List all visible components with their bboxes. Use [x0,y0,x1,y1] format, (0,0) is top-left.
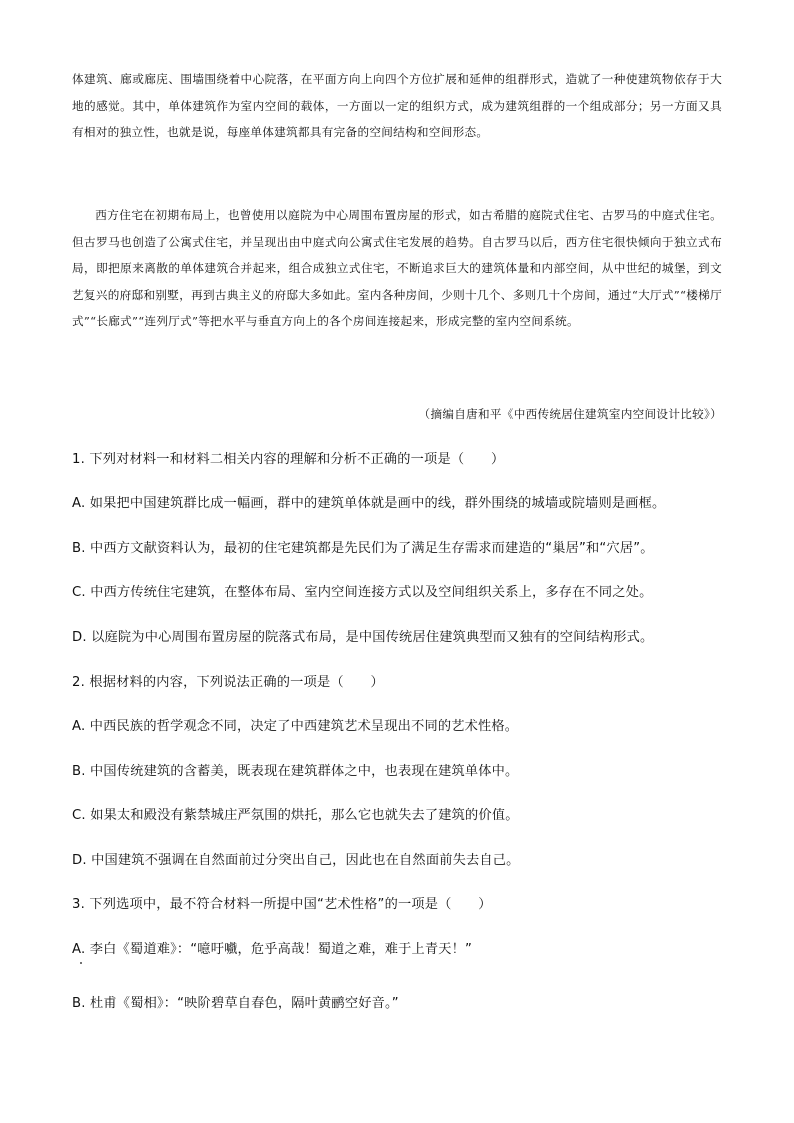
question-1-option-c: C. 中西方传统住宅建筑，在整体布局、室内空间连接方式以及空间组织关系上，多存在不同之处。 [72,585,653,600]
question-2-stem: 2. 根据材料的内容，下列说法正确的一项是（ ） [72,675,384,690]
passage-source: （摘编自唐和平《中西传统居住建筑室内空间设计比较》） [418,407,722,421]
question-2-option-d: D. 中国建筑不强调在自然面前过分突出自己，因此也在自然面前失去自己。 [72,853,520,868]
question-3-option-b: B. 杜甫《蜀相》：“映阶碧草自春色，隔叶黄鹂空好音。” [72,996,399,1011]
question-3-option-a: A. 李白《蜀道难》：“噫吁嚱，危乎高哉！蜀道之难，难于上青天！” [72,942,473,957]
question-1-stem: 1. 下列对材料一和材料二相关内容的理解和分析不正确的一项是（ ） [72,452,505,467]
question-2-option-c: C. 如果太和殿没有紫禁城庄严氛围的烘托，那么它也就失去了建筑的价值。 [72,808,519,823]
question-1-option-d: D. 以庭院为中心周围布置房屋的院落式布局，是中国传统居住建筑典型而又独有的空间结构形式。 [72,630,654,645]
question-1-option-b: B. 中西方文献资料认为，最初的住宅建筑都是先民们为了满足生存需求而建造的“巢居”和“穴居”。 [72,541,654,556]
question-2-option-b: B. 中国传统建筑的含蓄美，既表现在建筑群体之中，也表现在建筑单体中。 [72,764,519,779]
question-2-option-a: A. 中西民族的哲学观念不同，决定了中西建筑艺术呈现出不同的艺术性格。 [72,719,519,734]
question-1-option-a: A. 如果把中国建筑群比成一幅画，群中的建筑单体就是画中的线，群外围绕的城墙或院墙则是画框。 [72,496,666,511]
passage-paragraph-2: 西方住宅在初期布局上，也曾使用以庭院为中心周围布置房屋的形式，如古希腊的庭院式住宅、古罗马的中庭式住宅。但古罗马也创造了公寓式住宅，并呈现出由中庭式向公寓式住宅发展的趋势。自古罗马以后，西方住宅很快倾向于独立式布局，即把原来离散的单体建筑合并起来，组合成独立式住宅，不断追求巨大的建筑体量和内部空间，从中世纪的城堡，到文艺复兴的府邸和别墅，再到古典主义的府邸大多如此。室内各种房间，少则十几个、多则几十个房间，通过“大厅式”“楼梯厅式”“长廊式”“连列厅式”等把水平与垂直方向上的各个房间连接起来，形成完整的室内空间系统。 [72,208,722,328]
stray-dot-mark [80,962,82,964]
passage-paragraph-1: 体建筑、廊或廊庑、围墙围绕着中心院落，在平面方向上向四个方位扩展和延伸的组群形式，造就了一种使建筑物依存于大地的感觉。其中，单体建筑作为室内空间的载体，一方面以一定的组织方式，成为建筑组群的一个组成部分；另一方面又具有相对的独立性，也就是说，每座单体建筑都具有完备的空间结构和空间形态。 [72,72,722,139]
question-3-stem: 3. 下列选项中，最不符合材料一所提中国“艺术性格”的一项是（ ） [72,897,492,912]
